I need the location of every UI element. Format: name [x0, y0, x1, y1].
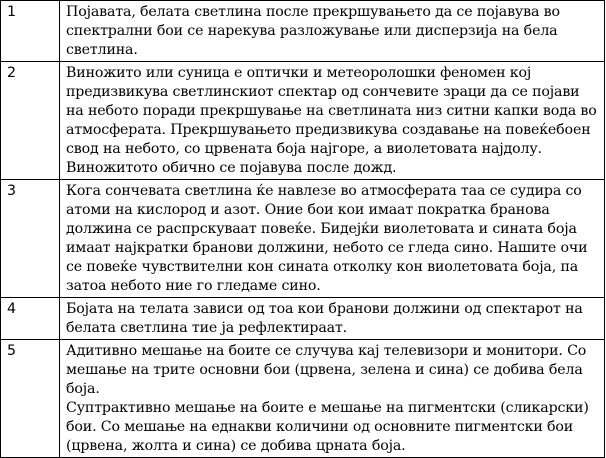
- paragraph: Адитивно мешање на боите се случува кај телевизори и монитори. Со мешање на трите основни бои (црвена, зелена и сина) се добива бела боја.: [66, 343, 587, 397]
- row-number: 4: [1, 298, 60, 340]
- row-text: [60, 62, 605, 180]
- row-number: 1: [1, 1, 60, 62]
- row-number: 2: [1, 62, 60, 180]
- row-text: [60, 298, 605, 340]
- paragraph: Кога сончевата светлина ќе навлезе во атмосферата таа се судира со атоми на кислород и азот. Оние бои кои имаат пократка бранова должина се распрскуваат повеќе. Бидејќи виолетовата и сината боја имаат најкратки бранови должини, небото се гледа сино. Нашите очи се повеќе чувствителни кон сината отколку кон виолетовата боја, па затоа небото ние го гледаме сино.: [66, 183, 588, 294]
- table-row: [1, 180, 605, 298]
- paragraph: Суптрактивно мешање на боите е мешање на пигментски (сликарски) бои. Со мешање на еднакви количини од основните пигментски бои (црвена, жолта и сина) се добива црната боја.: [66, 400, 589, 454]
- paragraph: Виножито или суница е оптички и метеоролошки феномен кој предизвикува светлинскиот спектар од сончевите зраци да се појави на небото поради прекршување на светлината низ ситни капки вода во атмосферата. Прекршувањето предизвикува создавање на повеќебоен свод на небото, со црвената боја најгоре, а виолетовата најдолу. Виножитото обично се појавува после дожд.: [66, 65, 597, 176]
- row-text: [60, 180, 605, 298]
- row-text: [60, 1, 605, 62]
- row-number: 3: [1, 180, 60, 298]
- row-text: [60, 340, 605, 458]
- paragraph: Бојата на телата зависи од тоа кои бранови должини од спектарот на белата светлина тие ја рефлектираат.: [66, 301, 583, 336]
- table-row: [1, 62, 605, 180]
- table-row: [1, 1, 605, 62]
- table-row: [1, 340, 605, 458]
- paragraph: Појавата, белата светлина после прекршувањето да се појавува во спектрални бои се нарекува разложување или дисперзија на бела светлина.: [66, 4, 560, 58]
- row-number: 5: [1, 340, 60, 458]
- table-row: [1, 298, 605, 340]
